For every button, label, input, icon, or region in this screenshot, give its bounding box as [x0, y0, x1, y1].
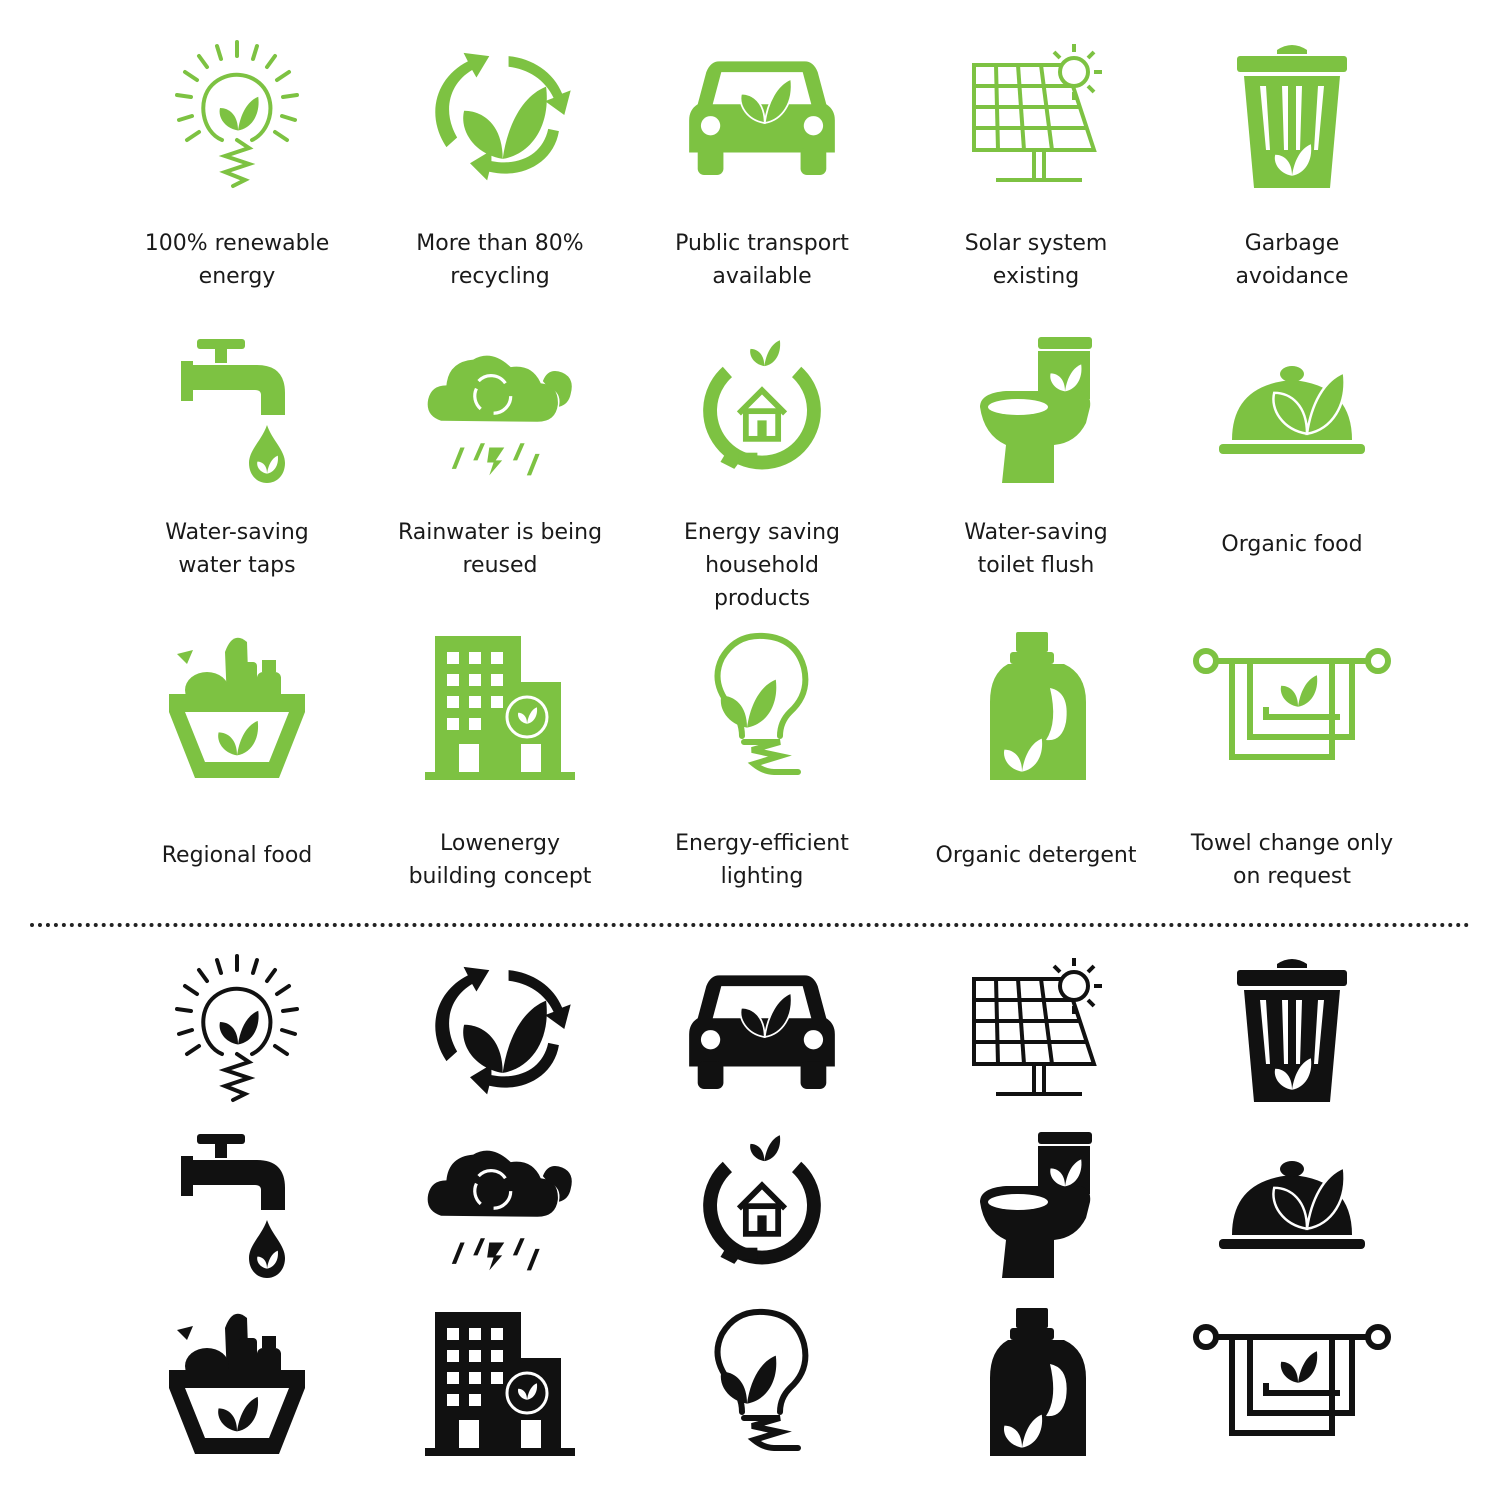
toilet-icon — [961, 335, 1111, 485]
icon-label-line: household — [705, 553, 819, 578]
icon-label-line: Energy saving — [684, 520, 840, 545]
towel-icon — [1192, 632, 1392, 782]
car-icon-black — [687, 954, 837, 1104]
icon-label-line: energy — [198, 264, 276, 289]
icon-label-line: lighting — [720, 864, 804, 889]
solar-panel-icon-black — [961, 954, 1111, 1104]
toilet-icon-black — [961, 1130, 1111, 1280]
rain-cloud-icon-black — [425, 1130, 575, 1280]
light-bulb-icon-black — [687, 1308, 837, 1458]
icon-label — [107, 516, 367, 582]
icon-label-line: on request — [1232, 864, 1352, 889]
icon-label-line: Energy-efficient — [675, 831, 849, 856]
icon-label-line: avoidance — [1235, 264, 1349, 289]
food-cloche-icon-black — [1217, 1130, 1367, 1280]
icon-label-line: reused — [462, 553, 538, 578]
icon-label — [1162, 528, 1422, 561]
garbage-bin-icon — [1217, 40, 1367, 190]
rain-cloud-icon — [425, 335, 575, 485]
icon-label-line: building concept — [408, 864, 592, 889]
water-tap-icon — [162, 335, 312, 485]
icon-label-line: 100% renewable — [144, 231, 330, 256]
icon-label — [370, 827, 630, 893]
icon-label-line: Solar system — [964, 231, 1108, 256]
icon-label-line: Public transport — [675, 231, 849, 256]
renewable-energy-icon-black — [162, 954, 312, 1104]
car-icon — [687, 40, 837, 190]
renewable-energy-icon — [162, 40, 312, 190]
food-cloche-icon — [1217, 335, 1367, 485]
food-basket-icon-black — [162, 1308, 312, 1458]
icon-label-line: available — [712, 264, 812, 289]
icon-label-line: Garbage — [1244, 231, 1340, 256]
icon-label-line: Rainwater is being — [397, 520, 603, 545]
detergent-bottle-icon — [961, 632, 1111, 782]
building-icon — [425, 632, 575, 782]
building-icon-black — [425, 1308, 575, 1458]
icon-label — [632, 516, 892, 615]
icon-label-line: Regional food — [161, 843, 313, 868]
icon-label — [906, 516, 1166, 582]
icon-label — [107, 227, 367, 293]
icon-label-line: existing — [992, 264, 1080, 289]
icon-label-line: Towel change only — [1190, 831, 1394, 856]
icon-label — [370, 516, 630, 582]
icon-label-line: toilet flush — [977, 553, 1095, 578]
icon-label-line: Organic food — [1221, 532, 1363, 557]
icon-label — [906, 839, 1166, 872]
energy-house-icon-black — [687, 1130, 837, 1280]
icon-label-line: Water-saving — [165, 520, 309, 545]
icon-label-line: recycling — [450, 264, 550, 289]
icon-label-line: Lowenergy — [440, 831, 560, 856]
icon-label-line: products — [713, 586, 811, 611]
food-basket-icon — [162, 632, 312, 782]
water-tap-icon-black — [162, 1130, 312, 1280]
energy-house-icon — [687, 335, 837, 485]
recycling-icon — [425, 40, 575, 190]
icon-label-line: Organic detergent — [935, 843, 1137, 868]
dotted-divider — [30, 923, 1470, 927]
solar-panel-icon — [961, 40, 1111, 190]
icon-label — [632, 227, 892, 293]
icon-label — [1162, 227, 1422, 293]
icon-label — [906, 227, 1166, 293]
icon-label-line: water taps — [178, 553, 296, 578]
icon-label — [1162, 827, 1422, 893]
icon-label — [632, 827, 892, 893]
recycling-icon-black — [425, 954, 575, 1104]
detergent-bottle-icon-black — [961, 1308, 1111, 1458]
garbage-bin-icon-black — [1217, 954, 1367, 1104]
icon-label-line: Water-saving — [964, 520, 1108, 545]
icon-label-line: More than 80% — [416, 231, 584, 256]
icon-label — [107, 839, 367, 872]
towel-icon-black — [1192, 1308, 1392, 1458]
icon-label — [370, 227, 630, 293]
light-bulb-icon — [687, 632, 837, 782]
